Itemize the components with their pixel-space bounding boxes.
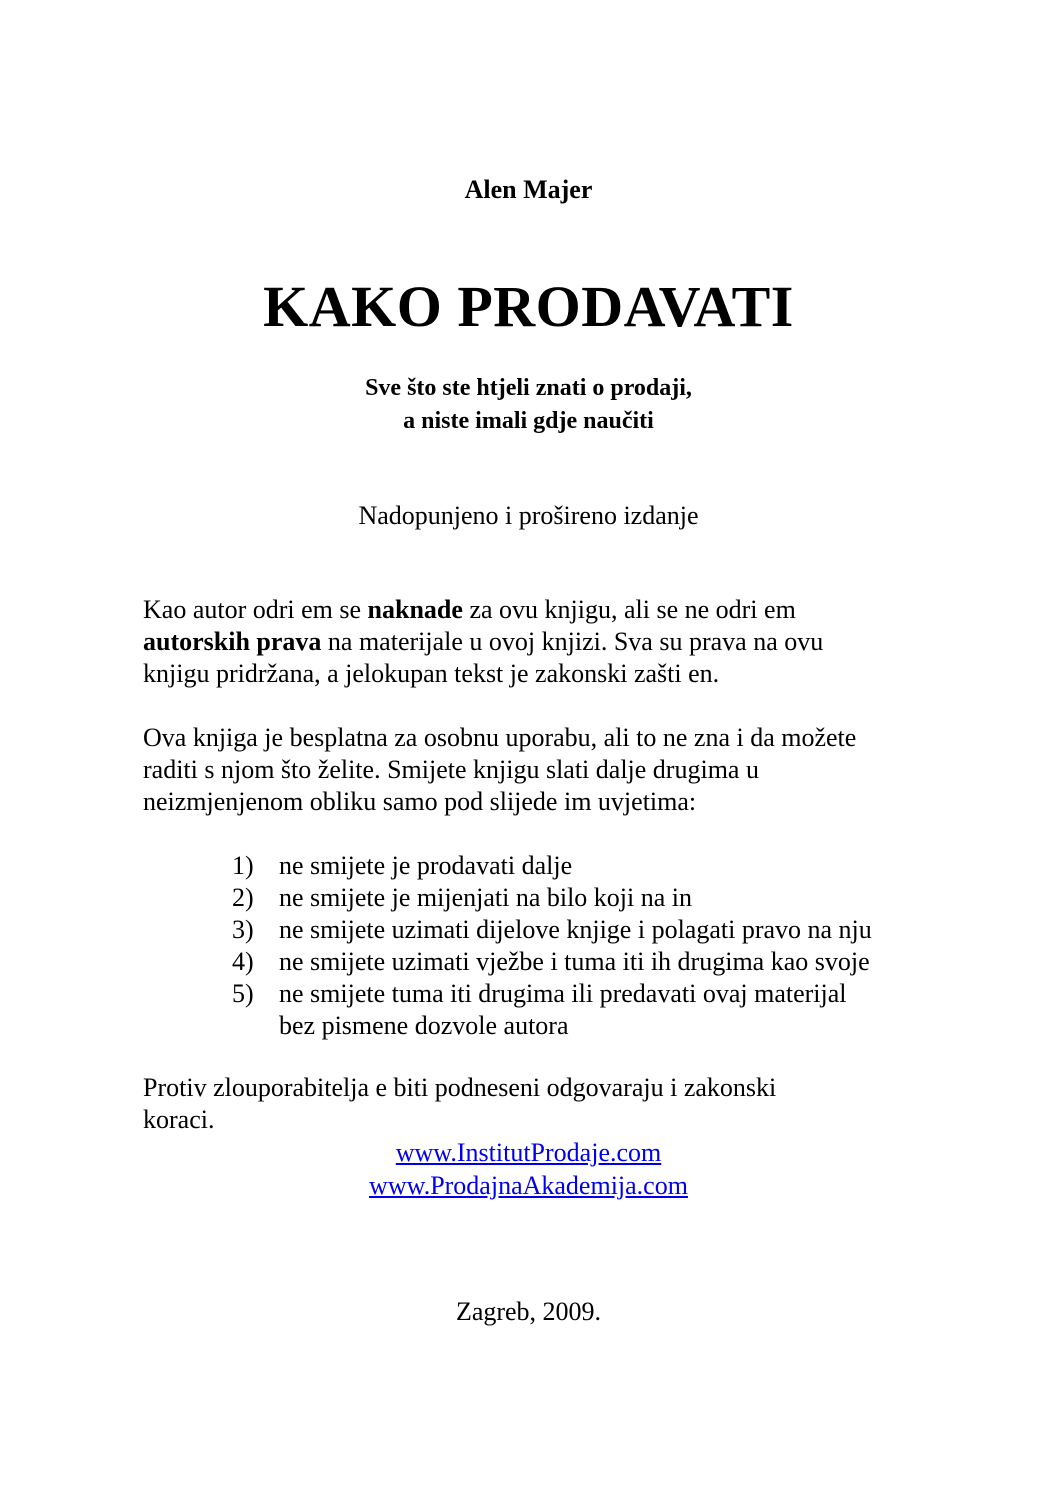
condition-number: 2) [232, 883, 254, 912]
warning-line-1: Protiv zlouporabitelja e biti podneseni odgovaraju i zakonski [143, 1073, 777, 1102]
website-links [0, 1136, 1057, 1202]
rights-emphasis-autorskih-prava: autorskih prava [143, 627, 322, 656]
place-date: Zagreb, 2009. [455, 1297, 602, 1326]
condition-text: ne smijete tuma iti drugima ili predavati ovaj materijal [279, 979, 847, 1008]
condition-text: ne smijete je prodavati dalje [279, 851, 573, 880]
warning-line-2: koraci. [143, 1105, 215, 1134]
rights-emphasis-naknade: naknade [367, 595, 463, 624]
condition-number: 1) [232, 851, 254, 880]
book-subtitle [0, 372, 1057, 438]
subtitle-line-1: Sve što ste htjeli znati o prodaji, [365, 375, 692, 401]
condition-item [232, 946, 932, 978]
rights-paragraph [143, 594, 933, 690]
rights-text: za ovu knjigu, ali se ne odri em [462, 595, 796, 624]
usage-paragraph [143, 722, 933, 818]
condition-text: ne smijete uzimati vježbe i tuma iti ih drugima kao svoje [279, 947, 870, 976]
condition-number: 5) [232, 979, 254, 1008]
condition-text: ne smijete uzimati dijelove knjige i polagati pravo na nju [279, 915, 872, 944]
rights-line-2 [143, 626, 933, 658]
condition-text: ne smijete je mijenjati na bilo koji na in [279, 883, 693, 912]
warning-paragraph [143, 1072, 933, 1136]
condition-number: 4) [232, 947, 254, 976]
rights-text: Kao autor odri em se [143, 595, 368, 624]
subtitle-line-2: a niste imali gdje naučiti [403, 408, 654, 434]
rights-text: na materijale u ovoj knjizi. Sva su prava na ovu [321, 627, 824, 656]
condition-item [232, 978, 932, 1042]
link-prodajna-akademija[interactable]: www.ProdajnaAkademija.com [369, 1171, 688, 1200]
condition-item [232, 914, 932, 946]
link-institut-prodaje[interactable]: www.InstitutProdaje.com [395, 1138, 662, 1167]
usage-line-3: neizmjenjenom obliku samo pod slijede im uvjetima: [143, 787, 697, 816]
usage-line-1: Ova knjiga je besplatna za osobnu uporabu, ali to ne zna i da možete [143, 723, 857, 752]
conditions-list [232, 850, 932, 1042]
rights-line-1 [143, 594, 933, 626]
condition-item [232, 882, 932, 914]
edition-note: Nadopunjeno i prošireno izdanje [358, 501, 699, 530]
condition-item [232, 850, 932, 882]
condition-number: 3) [232, 915, 254, 944]
condition-text-continued: bez pismene dozvole autora [279, 1011, 569, 1040]
usage-line-2: raditi s njom što želite. Smijete knjigu slati dalje drugima u [143, 755, 759, 784]
author-name: Alen Majer [464, 175, 593, 204]
book-title: KAKO PRODAVATI [263, 274, 794, 339]
rights-line-3: knjigu pridržana, a jelokupan tekst je zakonski zašti en. [143, 659, 720, 688]
